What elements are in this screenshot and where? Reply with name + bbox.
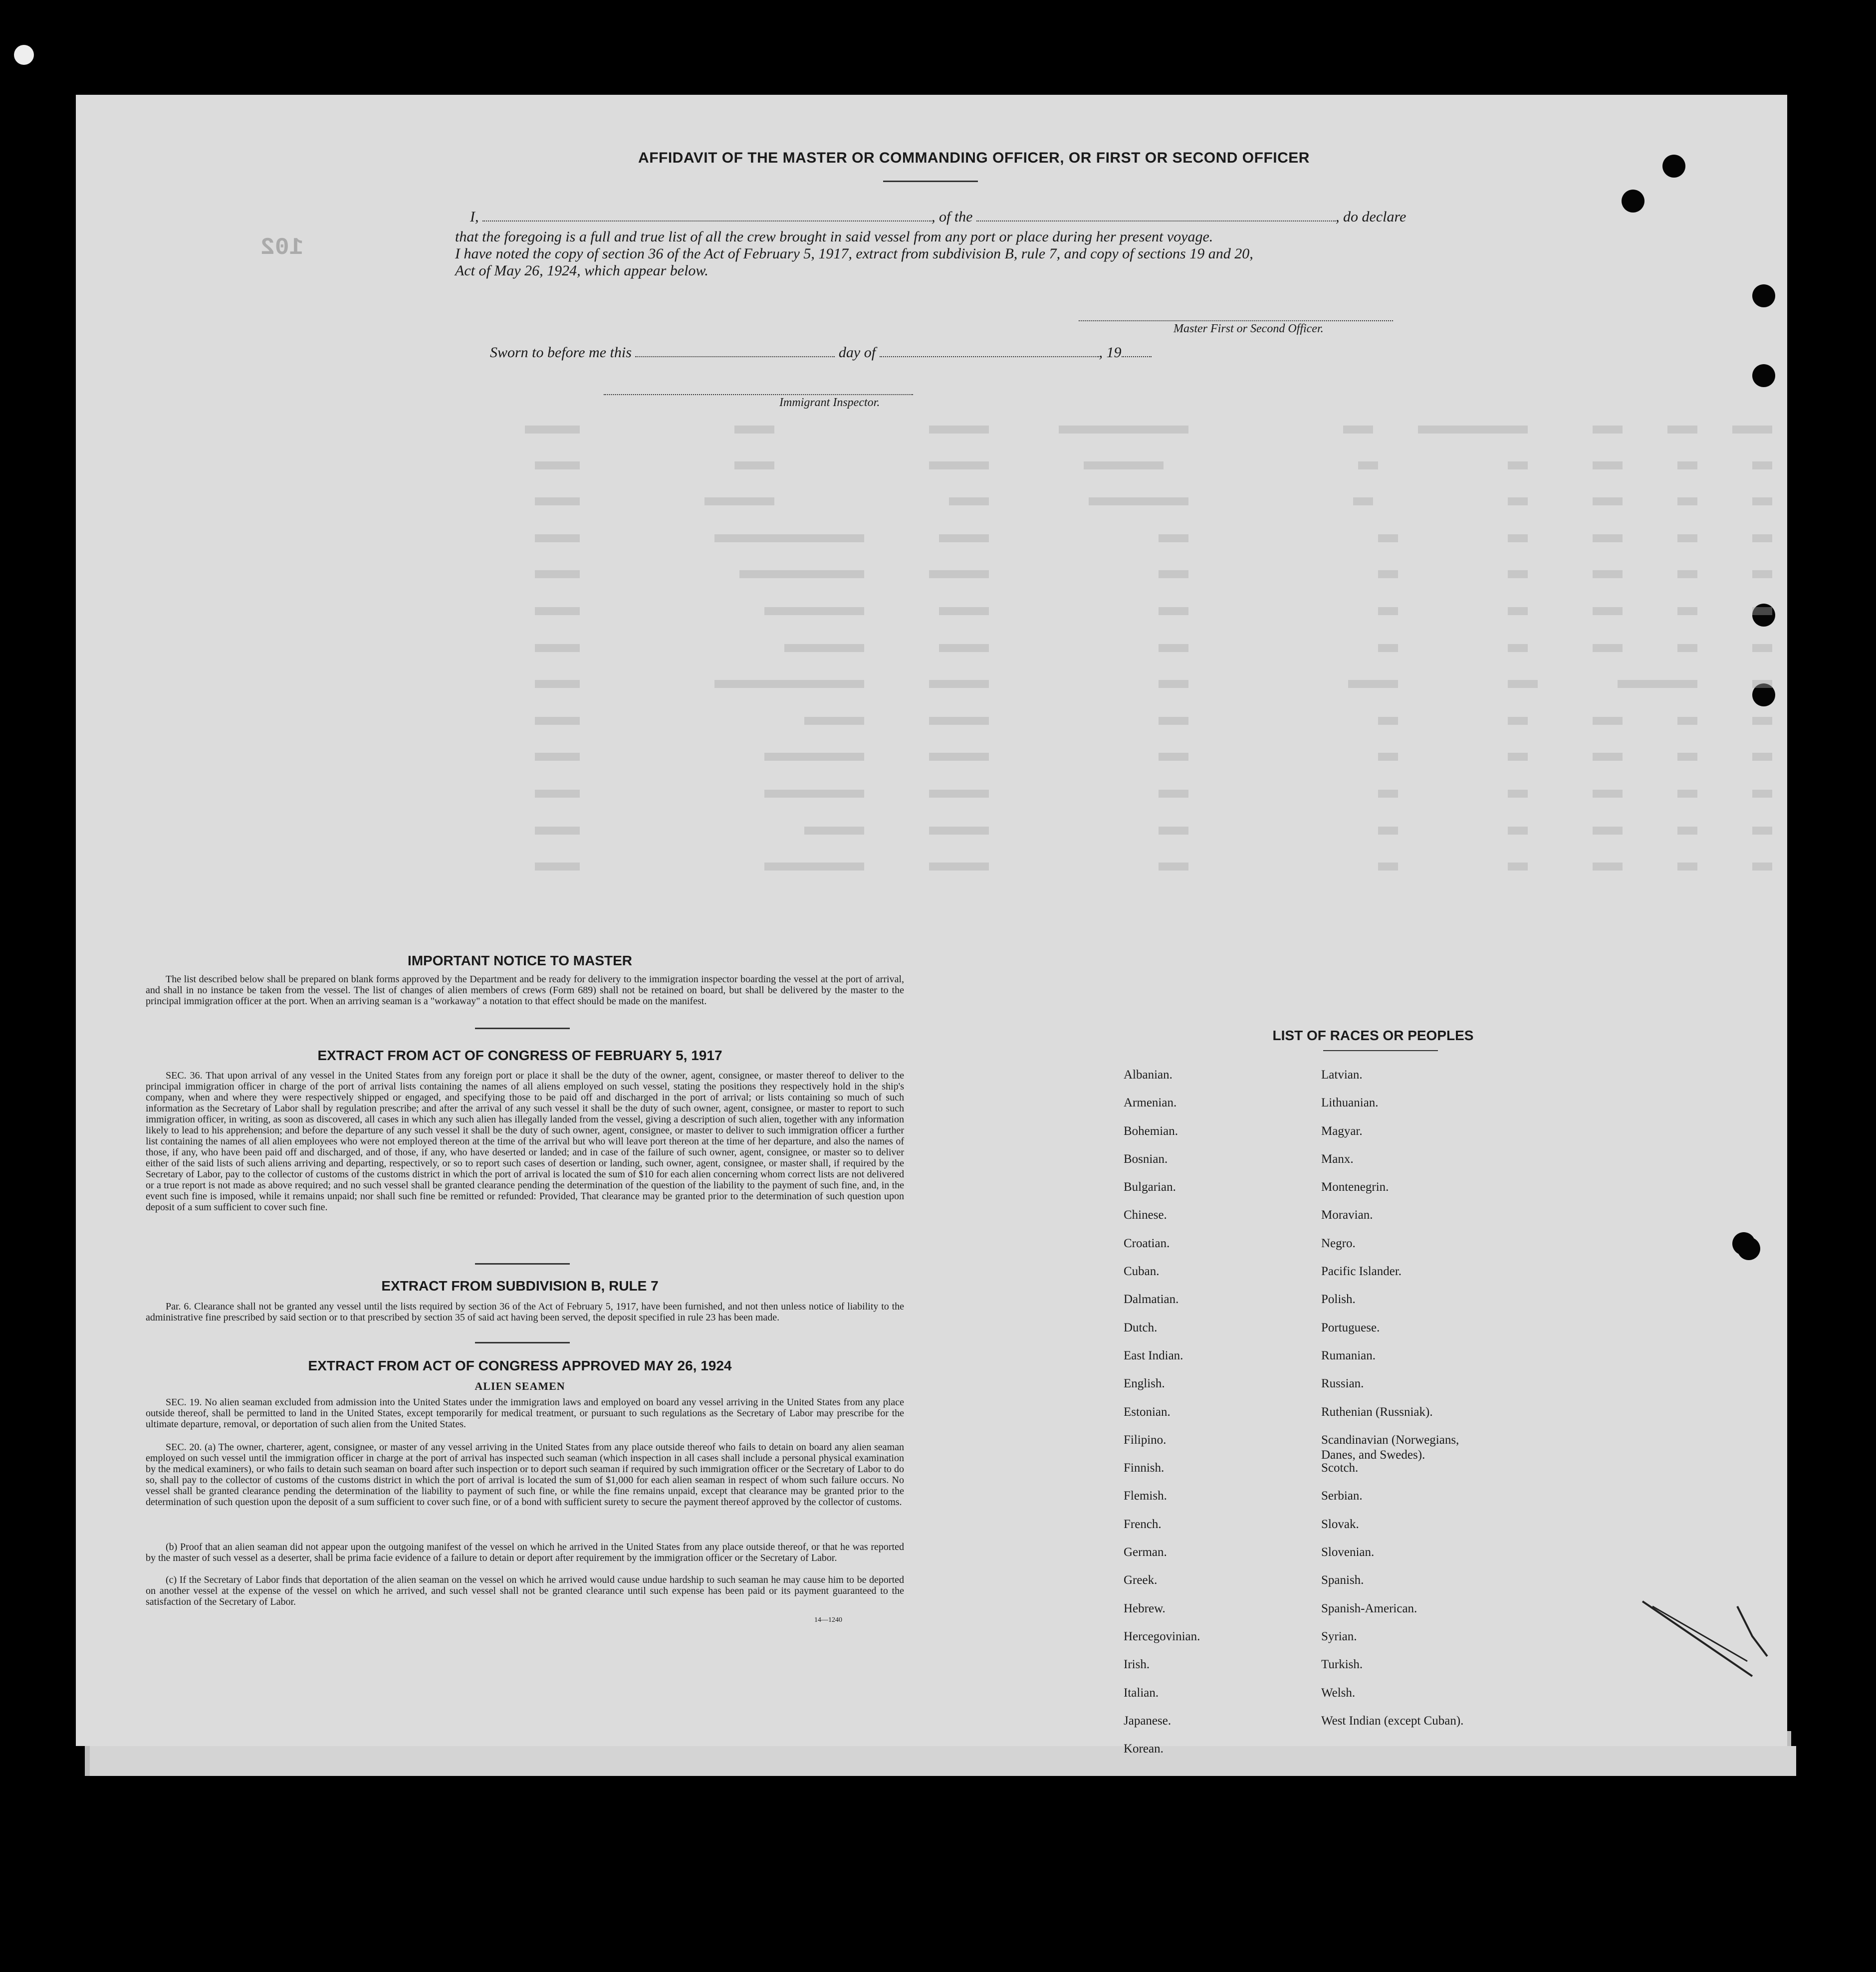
section-rule bbox=[475, 1263, 570, 1265]
race-item: Hercegovinian. bbox=[1124, 1629, 1200, 1643]
extract-rule7-text: Par. 6. Clearance shall not be granted any vessel until the lists required by section 36 of the Act of February 5, 1917, have been furnished, and not then unless notice of liability to the administrative fine prescribed by said section or to that prescribed by section 35 of said act having been served, the deposit specified in rule 23 has been made. bbox=[146, 1301, 904, 1323]
extract-1917-title: EXTRACT FROM ACT OF CONGRESS OF FEBRUARY 5, 1917 bbox=[317, 1048, 722, 1063]
sworn-prefix: Sworn to before me this bbox=[490, 344, 632, 361]
extract-1917-text: SEC. 36. That upon arrival of any vessel in the United States from any foreign port or place it shall be the duty of the owner, agent, consignee, or master thereof to deliver to the principal immigration officer in charge of the port of arrival lists containing the names of all aliens employed on such vessel, stating the positions they respectively hold in the ship's company, when and where they were respectively shipped or engaged, and specifying those to be paid off and discharged in the port of arrival; or lists containing so much of such information as the Secretary of Labor shall by regulation prescribe; and after the arrival of any such vessel it shall be the duty of such owner, agent, consignee, or master to report to such immigration officer, in writing, as soon as discovered, all cases in which any such alien has illegally landed from the vessel, giving a description of such alien, together with any information likely to lead to his apprehension; and before the departure of any such vessel it shall be the duty of such owner, agent, consignee, or master to deliver to such immigration officer a further list containing the names of all alien employees who were not employed thereon at the time of the arrival but who will leave port thereon at the time of her departure, and also the names of those, if any, who have been paid off and discharged, and of those, if any, who have deserted or landed; and in case of the failure of such owner, agent, consignee, or master so to deliver either of the said lists of such aliens arriving and departing, respectively, or so to report such cases of desertion or landing, such owner, agent, consignee, or master shall, if required by the Secretary of Labor, pay to the collector of customs of the customs district in which the port of arrival is located the sum of $10 for each alien concerning whom correct lists are not delivered or a true report is not made as above required; and no such vessel shall be granted clearance pending the determination of the question of the liability to the payment of such fine, and, in the event such fine is imposed, while it remains unpaid; nor shall such fine be remitted or refunded: Provided, That clearance may be granted prior to the determination of such question upon deposit of a sum sufficient to cover such fine. bbox=[146, 1070, 904, 1213]
extract-rule7-title: EXTRACT FROM SUBDIVISION B, RULE 7 bbox=[381, 1278, 659, 1294]
sworn-day-of: day of bbox=[838, 344, 876, 361]
races-right-column bbox=[1321, 1068, 1601, 1742]
race-item: Dutch. bbox=[1124, 1320, 1158, 1334]
race-item: Negro. bbox=[1321, 1236, 1356, 1250]
sec-20b-text: (b) Proof that an alien seaman did not appear upon the outgoing manifest of the vessel on which he arrived in the United States from any place outside thereof, or that he was reported by the master of such vessel as a deserter, shall be prima facie evidence of a failure to detain or deport after requirement by the immigration officer or the Secretary of Labor. bbox=[146, 1541, 904, 1563]
extract-1924-title: EXTRACT FROM ACT OF CONGRESS APPROVED MAY 26, 1924 bbox=[308, 1358, 732, 1373]
sworn-day-field[interactable] bbox=[635, 345, 835, 357]
race-item: Montenegrin. bbox=[1321, 1180, 1389, 1194]
sec-20c-text: (c) If the Secretary of Labor finds that deportation of the alien seaman on the vessel on which he arrived would cause undue hardship to such seaman he may cause him to be deported on another vessel at the expense of the vessel on which he arrived, and such vessel shall not be granted clearance until such expense has been paid or its payment guaranteed to the satisfaction of the Secretary of Labor. bbox=[146, 1574, 904, 1607]
race-item: German. bbox=[1124, 1545, 1167, 1559]
punch-hole bbox=[1752, 364, 1775, 387]
race-item: Korean. bbox=[1124, 1742, 1164, 1756]
race-item: Welsh. bbox=[1321, 1686, 1356, 1700]
master-signature-line[interactable] bbox=[1079, 320, 1393, 321]
race-item: Spanish-American. bbox=[1321, 1601, 1417, 1615]
race-item: Latvian. bbox=[1321, 1068, 1363, 1082]
master-name-field[interactable] bbox=[482, 210, 932, 221]
race-item: Chinese. bbox=[1124, 1208, 1167, 1222]
race-item: East Indian. bbox=[1124, 1348, 1183, 1362]
page-stack-edge bbox=[90, 1746, 1796, 1776]
affidavit-title: AFFIDAVIT OF THE MASTER OR COMMANDING OFFICER, OR FIRST OR SECOND OFFICER bbox=[638, 150, 1310, 166]
race-item: Croatian. bbox=[1124, 1236, 1170, 1250]
manifest-page bbox=[76, 95, 1787, 1756]
race-item: Albanian. bbox=[1124, 1068, 1172, 1082]
affidavit-do-declare: , do declare bbox=[1336, 209, 1407, 225]
race-item: Estonian. bbox=[1124, 1405, 1171, 1419]
race-item: Bosnian. bbox=[1124, 1152, 1168, 1166]
race-item: Slovenian. bbox=[1321, 1545, 1375, 1559]
important-notice-text: The list described below shall be prepared on blank forms approved by the Department and be ready for delivery to the immigration inspector boarding the vessel at the port of arrival, and shall in no instance be taken from the vessel. The list of changes of alien members of crews (Form 689) shall not be retained on board, but shall be delivered by the master to the principal immigration officer at the port. When an arriving seaman is a "workaway" a notation to that effect should be made on the manifest. bbox=[146, 974, 904, 1007]
race-item: Bohemian. bbox=[1124, 1124, 1178, 1138]
races-rule bbox=[1323, 1050, 1438, 1051]
race-item: Dalmatian. bbox=[1124, 1293, 1179, 1307]
important-notice-title: IMPORTANT NOTICE TO MASTER bbox=[407, 953, 633, 968]
race-item: Filipino. bbox=[1124, 1433, 1167, 1447]
sworn-line bbox=[490, 344, 1152, 361]
race-item: Ruthenian (Russniak). bbox=[1321, 1405, 1433, 1419]
sworn-month-field[interactable] bbox=[880, 345, 1099, 357]
race-item: Magyar. bbox=[1321, 1124, 1363, 1138]
punch-hole bbox=[1752, 284, 1775, 307]
race-item: English. bbox=[1124, 1377, 1165, 1391]
race-item: Armenian. bbox=[1124, 1096, 1177, 1110]
form-number: 14—1240 bbox=[814, 1616, 842, 1624]
race-item: Russian. bbox=[1321, 1377, 1364, 1391]
page-number: 102 bbox=[260, 234, 304, 261]
inspector-signature-line[interactable] bbox=[604, 394, 913, 395]
race-item: Portuguese. bbox=[1321, 1320, 1380, 1334]
race-item: Irish. bbox=[1124, 1658, 1150, 1672]
race-item: Japanese. bbox=[1124, 1714, 1172, 1728]
race-item: Flemish. bbox=[1124, 1489, 1167, 1503]
inspector-label: Immigrant Inspector. bbox=[779, 396, 880, 409]
race-item: Moravian. bbox=[1321, 1208, 1373, 1222]
race-item: Scotch. bbox=[1321, 1461, 1359, 1475]
race-item: West Indian (except Cuban). bbox=[1321, 1714, 1464, 1728]
punch-hole bbox=[1662, 155, 1685, 178]
affidavit-line-2: that the foregoing is a full and true list of all the crew brought in said vessel from any port or place during her present voyage. bbox=[455, 228, 1213, 245]
race-item: Manx. bbox=[1321, 1152, 1354, 1166]
alien-seamen-subtitle: ALIEN SEAMEN bbox=[474, 1380, 565, 1392]
race-item: Serbian. bbox=[1321, 1489, 1363, 1503]
pencil-scribble bbox=[1623, 1591, 1772, 1691]
sec-19-text: SEC. 19. No alien seaman excluded from admission into the United States under the immigration laws and employed on board any vessel arriving in the United States from any place outside thereof, shall be permitted to land in the United States, except temporarily for medical treatment, or pursuant to such regulations as the Secretary of Labor may prescribe for the ultimate departure, removal, or deportation of such alien from the United States. bbox=[146, 1397, 904, 1430]
race-item: French. bbox=[1124, 1517, 1162, 1531]
vessel-name-field[interactable] bbox=[976, 210, 1336, 221]
race-item: Spanish. bbox=[1321, 1573, 1364, 1587]
title-rule bbox=[883, 181, 978, 182]
race-item: Slovak. bbox=[1321, 1517, 1359, 1531]
race-item: Lithuanian. bbox=[1321, 1096, 1379, 1110]
race-item: Italian. bbox=[1124, 1686, 1159, 1700]
film-speck bbox=[14, 45, 34, 65]
race-item: Scandinavian (Norwegians, Danes, and Swedes). bbox=[1321, 1433, 1459, 1462]
race-item: Finnish. bbox=[1124, 1461, 1165, 1475]
race-item: Pacific Islander. bbox=[1321, 1265, 1402, 1279]
affidavit-line-1 bbox=[470, 209, 1406, 225]
punch-hole bbox=[1622, 190, 1644, 213]
master-signature-label: Master First or Second Officer. bbox=[1173, 322, 1324, 335]
affidavit-line-4: Act of May 26, 1924, which appear below. bbox=[455, 262, 708, 279]
races-title: LIST OF RACES OR PEOPLES bbox=[1272, 1028, 1474, 1043]
race-item: Syrian. bbox=[1321, 1629, 1357, 1643]
sworn-year-prefix: , 19 bbox=[1099, 344, 1122, 361]
race-item: Polish. bbox=[1321, 1293, 1356, 1307]
races-left-column bbox=[1124, 1068, 1303, 1769]
race-item: Greek. bbox=[1124, 1573, 1158, 1587]
affidavit-line-3: I have noted the copy of section 36 of the Act of February 5, 1917, extract from subdivision B, rule 7, and copy of sections 19 and 20, bbox=[455, 245, 1253, 262]
race-item: Hebrew. bbox=[1124, 1601, 1166, 1615]
race-item: Cuban. bbox=[1124, 1265, 1160, 1279]
affidavit-of-the: , of the bbox=[932, 209, 973, 225]
sec-20a-text: SEC. 20. (a) The owner, charterer, agent, consignee, or master of any vessel arriving in the United States from any place outside thereof who fails to detain on board any alien seaman employed on such vessel until the immigration officer in charge at the port of arrival has inspected such seaman (which inspection in all cases shall include a personal physical examination by the medical examiners), or who fails to detain such seaman on board after such inspection or to deport such seaman if required by such immigration officer or the Secretary of Labor to do so, shall pay to the collector of customs of the customs district in which the port of arrival is located the sum of $1,000 for each alien seaman in respect of whom such failure occurs. No vessel shall be granted clearance pending the determination of the liability to payment of such fine, or while the fine remains unpaid, except that clearance may be granted prior to the determination of such question upon the deposit of a sum sufficient to cover such fine, or of a bond with sufficient surety to secure the payment thereof approved by the collector of customs. bbox=[146, 1442, 904, 1508]
race-item: Bulgarian. bbox=[1124, 1180, 1176, 1194]
sworn-year-field[interactable] bbox=[1122, 345, 1152, 357]
affidavit-i: I, bbox=[470, 209, 479, 225]
section-rule bbox=[475, 1028, 570, 1029]
race-item: Rumanian. bbox=[1321, 1348, 1376, 1362]
race-item: Turkish. bbox=[1321, 1658, 1363, 1672]
section-rule bbox=[475, 1342, 570, 1343]
